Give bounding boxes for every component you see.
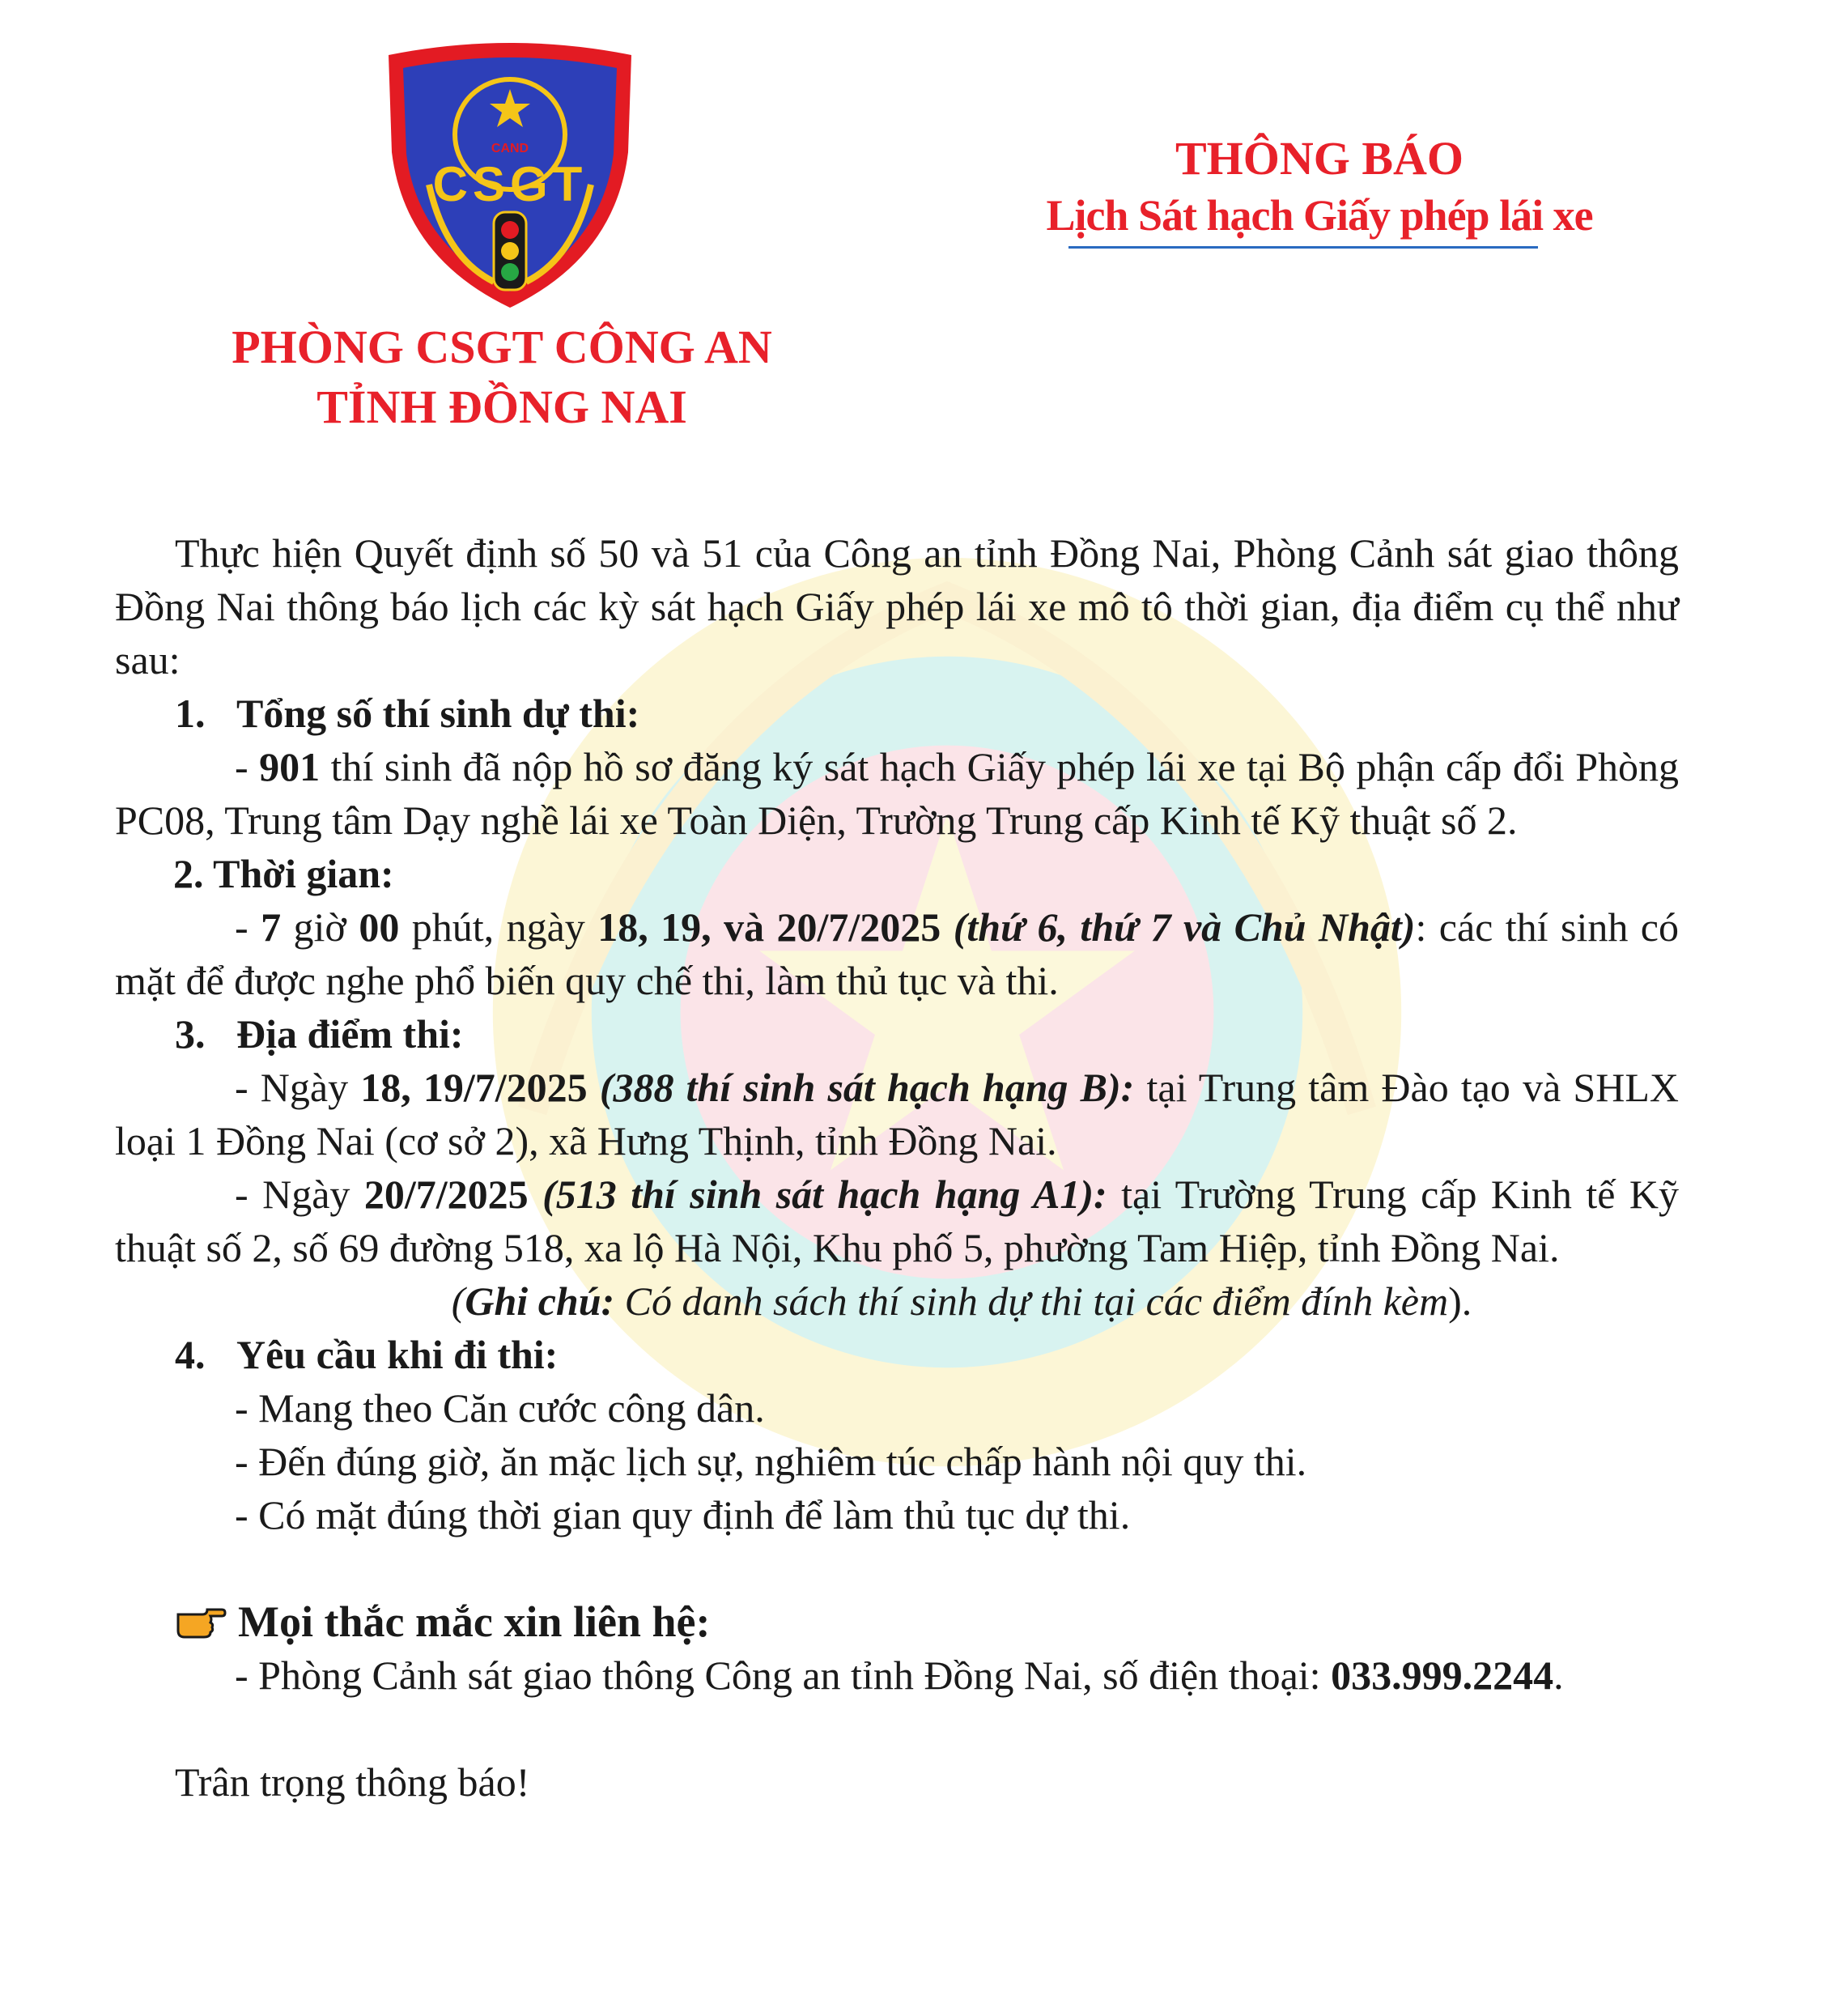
requirement-item: - Có mặt đúng thời gian quy định để làm thủ tục dự thi. bbox=[235, 1492, 1131, 1538]
section-1-paragraph bbox=[115, 740, 1679, 847]
department-line-1: PHÒNG CSGT CÔNG AN bbox=[232, 321, 772, 373]
section-4-number: 4. bbox=[175, 1332, 206, 1377]
section-3-number: 3. bbox=[175, 1011, 206, 1057]
notice-subtitle: Lịch Sát hạch Giấy phép lái xe bbox=[1046, 191, 1593, 240]
notice-title: THÔNG BÁO bbox=[1175, 132, 1464, 185]
location-2-paragraph bbox=[115, 1167, 1679, 1274]
exam-minute: 00 bbox=[359, 904, 400, 950]
hour-word: giờ bbox=[281, 904, 359, 950]
department-name bbox=[186, 317, 818, 437]
contact-paragraph bbox=[115, 1648, 1679, 1702]
day-prefix: - Ngày bbox=[235, 1172, 364, 1217]
note-close: ). bbox=[1448, 1278, 1472, 1324]
contact-phone: 033.999.2244 bbox=[1331, 1652, 1554, 1698]
location-1-text: tại Trung tâm Đào tạo và SHLX loại 1 Đồng Nai (cơ sở 2), xã Hưng Thịnh, tỉnh Đồng Nai. bbox=[115, 1065, 1679, 1163]
location-2-note: (513 thí sinh sát hạch hạng A1): bbox=[528, 1172, 1107, 1217]
contact-end: . bbox=[1553, 1652, 1564, 1698]
minute-word: phút, ngày bbox=[399, 904, 598, 950]
contact-title: Mọi thắc mắc xin liên hệ: bbox=[238, 1597, 711, 1646]
intro-paragraph: Thực hiện Quyết định số 50 và 51 của Công an tỉnh Đồng Nai, Phòng Cảnh sát giao thông Đồng Nai thông báo lịch các kỳ sát hạch Giấy phép lái xe mô tô thời gian, địa điểm cụ thể như sau: bbox=[115, 530, 1679, 683]
location-1-note: (388 thí sinh sát hạch hạng B): bbox=[587, 1065, 1135, 1110]
pointing-hand-icon bbox=[175, 1603, 227, 1640]
section-2-heading: 2. Thời gian: bbox=[173, 851, 394, 896]
closing-line: Trân trọng thông báo! bbox=[175, 1759, 530, 1805]
section-4-heading bbox=[115, 1328, 1679, 1381]
contact-text: - Phòng Cảnh sát giao thông Công an tỉnh Đồng Nai, số điện thoại: bbox=[235, 1652, 1332, 1698]
note-text: Có danh sách thí sinh dự thi tại các điểm đính kèm bbox=[614, 1278, 1449, 1324]
exam-hour: 7 bbox=[261, 904, 282, 950]
section-1-title: Tổng số thí sinh dự thi: bbox=[236, 691, 640, 736]
spacer bbox=[115, 1702, 1679, 1755]
location-1-date: 18, 19/7/2025 bbox=[360, 1065, 588, 1110]
candidate-count: 901 bbox=[259, 744, 321, 789]
location-1-paragraph bbox=[115, 1061, 1679, 1167]
requirement-item: - Mang theo Căn cước công dân. bbox=[235, 1385, 765, 1431]
note-label: Ghi chú: bbox=[465, 1278, 615, 1324]
notice-body bbox=[115, 526, 1679, 1809]
department-line-2: TỈNH ĐỒNG NAI bbox=[316, 381, 687, 433]
section-2-text: : các thí sinh có mặt để được nghe phổ biến quy chế thi, làm thủ tục và thi. bbox=[115, 904, 1679, 1003]
section-3-heading bbox=[115, 1007, 1679, 1061]
day-prefix: - Ngày bbox=[235, 1065, 361, 1110]
section-1-heading bbox=[115, 687, 1679, 740]
logo-emblem-text: CSGT bbox=[432, 157, 588, 211]
note-open: ( bbox=[451, 1278, 465, 1324]
section-1-number: 1. bbox=[175, 691, 206, 736]
exam-days-note: (thứ 6, thứ 7 và Chủ Nhật) bbox=[941, 904, 1416, 950]
requirement-item: - Đến đúng giờ, ăn mặc lịch sự, nghiêm túc chấp hành nội quy thi. bbox=[235, 1439, 1307, 1484]
notice-title-block bbox=[971, 130, 1667, 243]
attachment-note bbox=[115, 1274, 1679, 1328]
section-3-title: Địa điểm thi: bbox=[236, 1011, 464, 1057]
dash: - bbox=[235, 904, 261, 950]
section-4-title: Yêu cầu khi đi thi: bbox=[236, 1332, 559, 1377]
dash: - bbox=[235, 744, 260, 789]
logo-small-text: CAND bbox=[491, 142, 529, 155]
location-2-text: tại Trường Trung cấp Kinh tế Kỹ thuật số 2, số 69 đường 518, xa lộ Hà Nội, Khu phố 5, phường Tam Hiệp, tỉnh Đồng Nai. bbox=[115, 1172, 1680, 1270]
spacer bbox=[115, 1542, 1679, 1595]
location-2-date: 20/7/2025 bbox=[363, 1172, 529, 1217]
section-1-text: thí sinh đã nộp hồ sơ đăng ký sát hạch Giấy phép lái xe tại Bộ phận cấp đổi Phòng PC08, Trung tâm Dạy nghề lái xe Toàn Diện, Trường Trung cấp Kinh tế Kỹ thuật số 2. bbox=[115, 744, 1679, 843]
csgt-shield-logo bbox=[372, 39, 648, 313]
title-underline bbox=[1068, 246, 1538, 249]
contact-heading bbox=[115, 1595, 1679, 1648]
exam-days: 18, 19, và 20/7/2025 bbox=[597, 904, 941, 950]
section-2-paragraph bbox=[115, 900, 1679, 1007]
